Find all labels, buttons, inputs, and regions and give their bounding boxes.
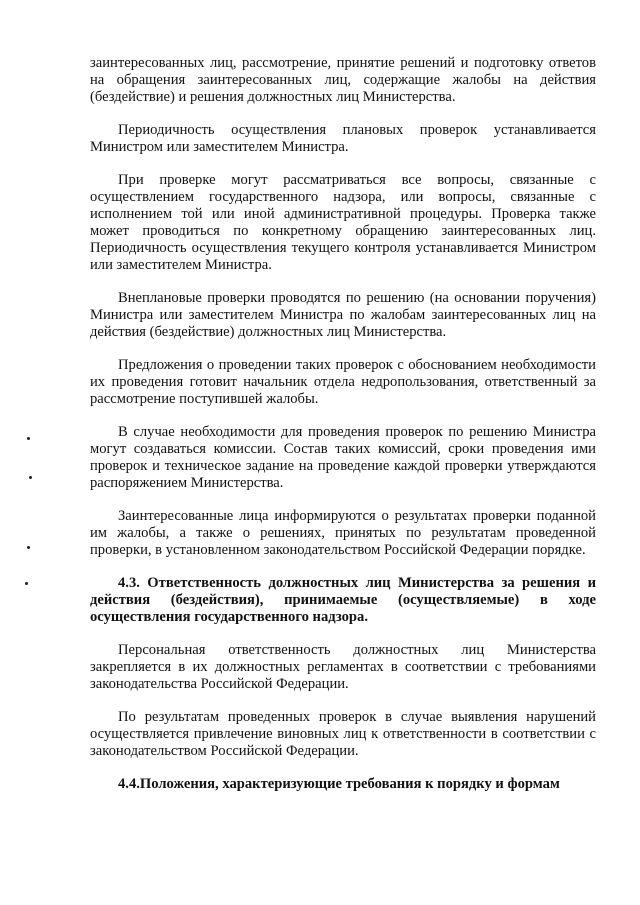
paragraph-unplanned-checks: Внеплановые проверки проводятся по решению (на основании поручения) Министра или заместителем Министра по жалобам заинтересованных лиц на действия (бездействие) должностных лиц Министерства. bbox=[90, 290, 596, 340]
paragraph-continuation: заинтересованных лиц, рассмотрение, принятие решений и подготовку ответов на обращения заинтересованных лиц, содержащие жалобы на действия (бездействие) и решения должностных лиц Министерства. bbox=[90, 55, 596, 105]
section-heading-4-4: 4.4.Положения, характеризующие требования к порядку и формам bbox=[118, 776, 560, 792]
scan-mark bbox=[29, 476, 32, 479]
section-heading-4-3: 4.3. Ответственность должностных лиц Министерства за решения и действия (бездействия), принимаемые (осуществляемые) в ходе осуществления государственного надзора. bbox=[90, 575, 596, 625]
paragraph-violations: По результатам проведенных проверок в случае выявления нарушений осуществляется привлечение виновных лиц к ответственности в соответствии с законодательством Российской Федерации. bbox=[90, 709, 596, 759]
paragraph-check-scope: При проверке могут рассматриваться все вопросы, связанные с осуществлением государственного надзора, или вопросы, связанные с исполнением той или иной административной процедуры. Проверка также может проводиться по конкретному обращению заинтересованных лиц. Периодичность осуществления текущего контроля устанавливается Министром или заместителем Министра. bbox=[90, 172, 596, 273]
paragraph-planned-checks: Периодичность осуществления плановых проверок устанавливается Министром или заместителем Министра. bbox=[90, 122, 596, 155]
scan-mark bbox=[27, 437, 30, 440]
document-page bbox=[90, 55, 596, 809]
paragraph-informing: Заинтересованные лица информируются о результатах проверки поданной им жалобы, а также о решениях, принятых по результатам проведенной проверки, в установленном законодательством Российской Федерации порядке. bbox=[90, 508, 596, 558]
scan-mark bbox=[27, 546, 30, 549]
paragraph-personal-responsibility: Персональная ответственность должностных лиц Министерства закрепляется в их должностных регламентах в соответствии с требованиями законодательства Российской Федерации. bbox=[90, 642, 596, 692]
paragraph-commissions: В случае необходимости для проведения проверок по решению Министра могут создаваться комиссии. Состав таких комиссий, сроки проведения ими проверок и техническое задание на проведение каждой проверки утверждаются распоряжением Министерства. bbox=[90, 424, 596, 491]
paragraph-proposals: Предложения о проведении таких проверок с обоснованием необходимости их проведения готовит начальник отдела недропользования, ответственный за рассмотрение поступившей жалобы. bbox=[90, 357, 596, 407]
scan-mark bbox=[25, 582, 28, 585]
